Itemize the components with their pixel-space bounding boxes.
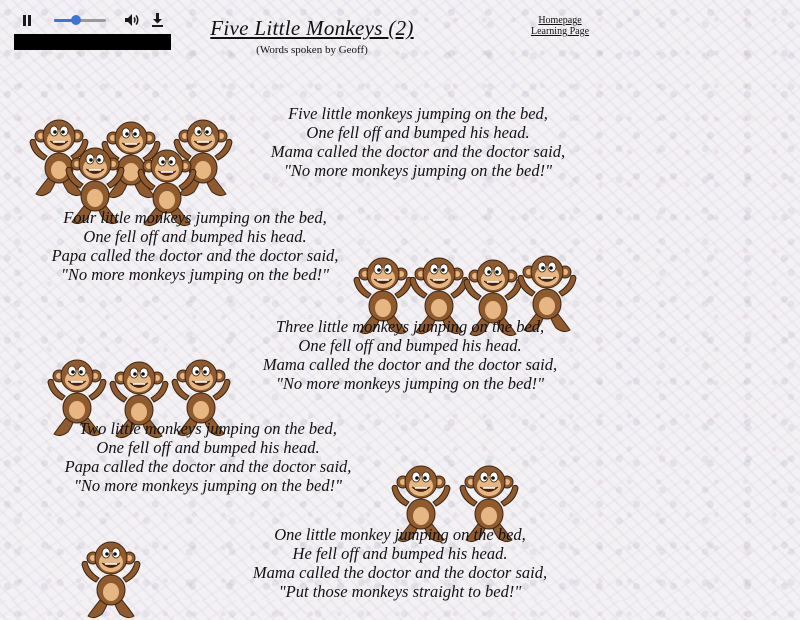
audio-player[interactable] (14, 8, 171, 32)
verse-line: Two little monkeys jumping on the bed, (79, 419, 337, 438)
verse-line: One fell off and bumped his head. (298, 336, 522, 355)
verse-line: Papa called the doctor and the doctor said, (51, 246, 339, 265)
verse-line: Mama called the doctor and the doctor said, (252, 563, 548, 582)
title-wrap (200, 16, 424, 41)
player-bar (14, 34, 171, 50)
verse-line: "No more monkeys jumping on the bed!" (275, 374, 545, 393)
verse-1 (268, 104, 568, 180)
volume-icon[interactable] (124, 13, 140, 27)
page-title: Five Little Monkeys (2) (210, 16, 414, 40)
verse-line: Three little monkeys jumping on the bed, (275, 317, 545, 336)
verse-line: "Put those monkeys straight to bed!" (278, 582, 522, 601)
verse-line: One fell off and bumped his head. (306, 123, 530, 142)
verse-line: "No more monkeys jumping on the bed!" (283, 161, 553, 180)
verse-2 (50, 208, 340, 284)
pause-icon[interactable] (22, 15, 33, 26)
homepage-link[interactable]: Homepage (538, 15, 582, 26)
seek-slider[interactable] (54, 19, 106, 22)
learning-page-link[interactable]: Learning Page (530, 26, 590, 37)
monkey-image (80, 538, 142, 620)
verse-line: Five little monkeys jumping on the bed, (288, 104, 548, 123)
verse-line: "No more monkeys jumping on the bed!" (73, 476, 343, 495)
verse-line: One fell off and bumped his head. (83, 227, 307, 246)
verse-3 (260, 317, 560, 393)
download-icon[interactable] (151, 13, 164, 27)
verse-line: Mama called the doctor and the doctor said, (270, 142, 566, 161)
verse-5 (250, 525, 550, 601)
seek-thumb[interactable] (71, 15, 81, 25)
verse-line: Mama called the doctor and the doctor said, (262, 355, 558, 374)
verse-line: One little monkey jumping on the bed, (274, 525, 526, 544)
nav-links (520, 15, 600, 37)
verse-line: Papa called the doctor and the doctor said, (64, 457, 352, 476)
verse-4 (63, 419, 353, 495)
verse-line: Four little monkeys jumping on the bed, (63, 208, 327, 227)
verse-line: One fell off and bumped his head. (96, 438, 320, 457)
page-subtitle: (Words spoken by Geoff) (256, 44, 368, 56)
verse-line: "No more monkeys jumping on the bed!" (60, 265, 330, 284)
verse-line: He fell off and bumped his head. (292, 544, 508, 563)
